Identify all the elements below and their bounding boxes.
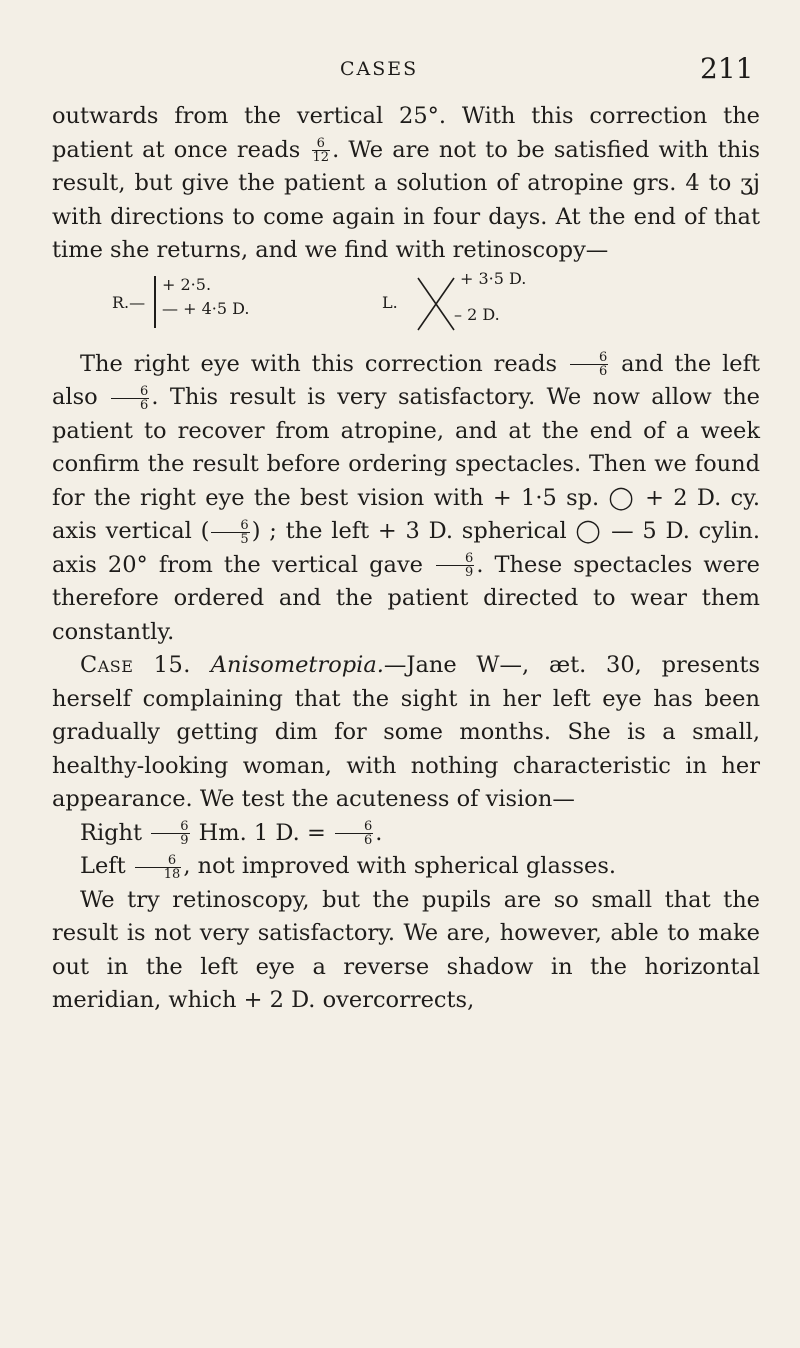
text-run: Right — [80, 819, 150, 846]
body-text — [52, 100, 760, 1018]
formula-left-bottom: – 2 D. — [454, 304, 500, 324]
fraction-denominator: 9 — [180, 833, 189, 849]
fraction-numerator: 6 — [211, 519, 249, 533]
formula-left-top: + 3·5 D. — [460, 268, 527, 288]
oblique-cross-icon — [414, 274, 458, 334]
paragraph-4 — [52, 817, 760, 851]
text-run: . These spectacles were therefore ordered and the patient directed to wear them constantly. — [52, 551, 760, 645]
fraction — [135, 854, 182, 881]
case-heading: Case 15. — [80, 652, 191, 678]
text-run: outwards from the vertical 25°. With this correction the patient at once reads — [52, 103, 760, 163]
formula-left-label: L. — [382, 292, 398, 312]
text-run: The right eye with this correction reads — [80, 350, 568, 377]
text-run: . We are not to be satisfied with this result, but give the patient a solution of atropine grs. 4 to ʒj with directions to come again in four days. At the end of that time she returns, and we find with retinoscopy— — [52, 136, 760, 263]
fraction — [570, 351, 608, 378]
paragraph-2 — [52, 348, 760, 650]
fraction-denominator: 9 — [465, 565, 474, 581]
fraction — [436, 552, 474, 579]
fraction — [151, 820, 189, 847]
text-run: . This result is very satisfactory. We now allow the patient to recover from atropine, and at the end of a week confirm the result before ordering spectacles. Then we found for the right eye the best vision with + 1·5 sp. ◯ + 2 D. cy. axis vertical ( — [52, 384, 761, 544]
fraction — [312, 137, 331, 164]
text-run: Left — [80, 853, 133, 879]
paragraph-5 — [52, 850, 760, 884]
fraction-numerator: 6 — [111, 385, 149, 399]
retinoscopy-formula — [52, 268, 760, 348]
fraction — [211, 519, 249, 546]
paragraph-6 — [52, 884, 760, 1018]
fraction-numerator: 6 — [312, 137, 331, 151]
case-title: Anisometropia. — [210, 652, 384, 678]
fraction-denominator: 6 — [598, 364, 608, 380]
text-run: We try retinoscopy, but the pupils are so small that the result is not very satisfactory. We are, however, able to make out in the left eye a reverse shadow in the horizontal meridian, which + 2 D. overcorrects, — [52, 886, 760, 1013]
page-number: 211 — [700, 52, 754, 85]
formula-right-top: + 2·5. — [162, 274, 212, 294]
fraction-numerator: 6 — [335, 820, 373, 834]
text-run: Hm. 1 D. = — [191, 819, 333, 846]
fraction-denominator: 12 — [312, 150, 330, 166]
text-run: , not improved with spherical glasses. — [183, 853, 617, 879]
text-run: and the left also — [52, 350, 760, 410]
text-run: . — [375, 819, 383, 846]
fraction-denominator: 5 — [240, 531, 249, 547]
formula-vertical-bar — [154, 276, 156, 328]
fraction-numerator: 6 — [436, 552, 474, 566]
text-run: ) ; the left + 3 D. spherical ◯ — 5 D. cylin. axis 20° from the vertical gave — [52, 518, 760, 578]
paragraph-1 — [52, 100, 760, 268]
fraction-numerator: 6 — [570, 351, 608, 365]
fraction — [335, 820, 373, 847]
formula-right-label: R.— — [112, 292, 146, 312]
fraction-denominator: 6 — [363, 833, 373, 849]
text-run: —Jane W—, æt. 30, presents herself complaining that the sight in her left eye has been gradually getting dim for some months. She is a small, healthy-looking woman, with nothing characteristic in her appearance. We test the acuteness of vision— — [52, 652, 760, 812]
fraction-denominator: 18 — [163, 866, 181, 882]
fraction — [111, 385, 149, 412]
fraction-numerator: 6 — [151, 820, 189, 834]
running-head: CASES — [340, 58, 419, 80]
formula-right-bottom: — + 4·5 D. — [162, 298, 250, 318]
paragraph-3 — [52, 649, 760, 817]
fraction-numerator: 6 — [135, 854, 182, 868]
page-header — [0, 52, 800, 86]
fraction-denominator: 6 — [140, 397, 149, 413]
